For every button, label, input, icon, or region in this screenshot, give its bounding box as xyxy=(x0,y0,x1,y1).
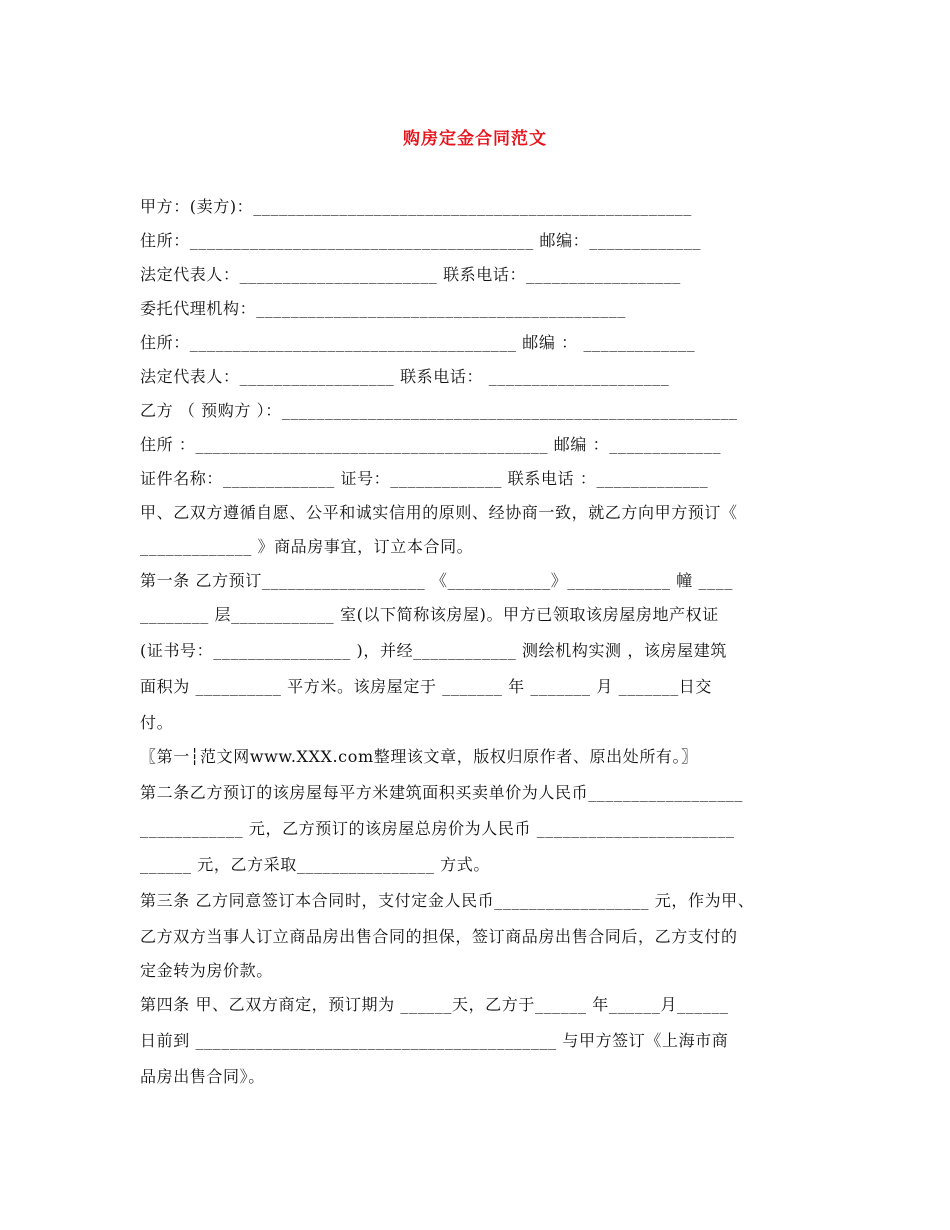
document-line: 第三条 乙方同意签订本合同时，支付定金人民币__________________ 元，作为甲、 xyxy=(140,891,755,910)
document-line: 面积为 __________ 平方米。该房屋定于 _______ 年 _______ 月 _______日交 xyxy=(140,677,713,696)
document-title: 购房定金合同范文 xyxy=(403,129,547,149)
document-line: 甲方：(卖方)：___________________________________________________ xyxy=(140,197,692,216)
document-line: 法定代表人：_______________________ 联系电话：__________________ xyxy=(140,265,681,284)
document-line: 住所：______________________________________ 邮编 ： _____________ xyxy=(140,333,696,352)
document-line: ______ 元，乙方采取________________ 方式。 xyxy=(140,855,490,874)
document-line: 住所 ：_________________________________________ 邮编 ：_____________ xyxy=(140,435,722,454)
document-line: 品房出售合同》。 xyxy=(140,1067,265,1086)
document-line: ____________ 元，乙方预订的该房屋总房价为人民币 _______________________ xyxy=(140,819,735,838)
document-line: 甲、乙双方遵循自愿、公平和诚实信用的原则、经协商一致，就乙方向甲方预订《 xyxy=(140,503,738,522)
document-line: 日前到 __________________________________________ 与甲方签订《上海市商 xyxy=(140,1031,729,1050)
document-line: 付。 xyxy=(140,713,174,732)
document-line: 委托代理机构：___________________________________________ xyxy=(140,299,626,318)
document-line: 证件名称：_____________ 证号：_____________ 联系电话 ：_____________ xyxy=(140,469,709,488)
document-line: 第二条乙方预订的该房屋每平方米建筑面积买卖单价为人民币__________________ xyxy=(140,783,744,802)
document-line: 住所：________________________________________ 邮编：_____________ xyxy=(140,231,702,250)
document-line: 第一条 乙方预订___________________ 《____________》____________ 幢 ____ xyxy=(140,571,733,590)
document-line: _____________ 》商品房事宜，订立本合同。 xyxy=(140,537,474,556)
document-line: 乙方双方当事人订立商品房出售合同的担保，签订商品房出售合同后，乙方支付的 xyxy=(140,927,738,946)
document-line: ________ 层____________ 室(以下简称该房屋)。甲方已领取该房屋房地产权证 xyxy=(140,605,719,624)
document-line: (证书号：________________ )，并经____________ 测绘机构实测 ，该房屋建筑 xyxy=(140,641,727,660)
document-line: 第四条 甲、乙双方商定，预订期为 ______天，乙方于______ 年______月______ xyxy=(140,995,729,1014)
document-line: 定金转为房价款。 xyxy=(140,961,273,980)
document-line: 〖第一┆范文网www.XXX.com整理该文章，版权归原作者、原出处所有。〗 xyxy=(140,747,698,766)
document-line: 法定代表人：__________________ 联系电话： _____________________ xyxy=(140,367,670,386)
document-line: 乙方 （ 预购方 ）：_____________________________________________________ xyxy=(140,401,738,420)
